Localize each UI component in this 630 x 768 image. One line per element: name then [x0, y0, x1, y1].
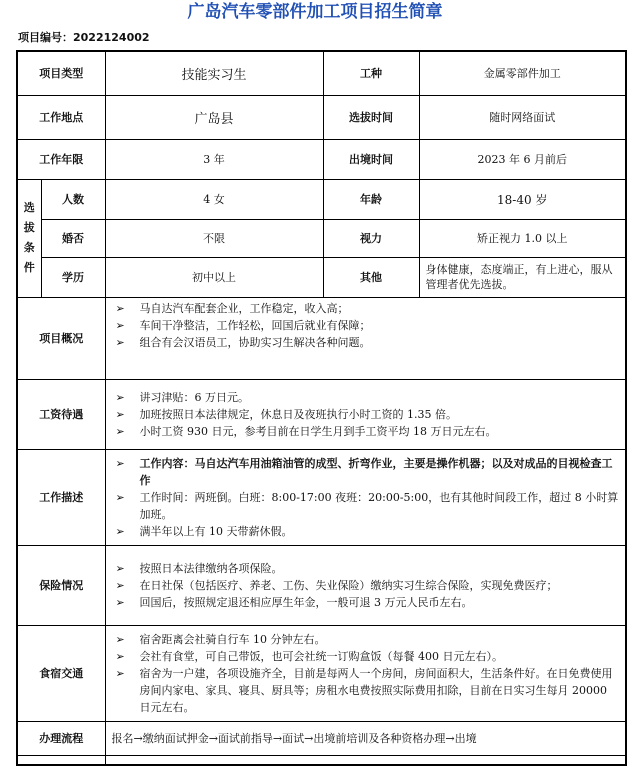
arrow-bullet-icon: ➢	[115, 524, 125, 538]
list-item: ➢ 在日社保（包括医疗、养老、工伤、失业保险）缴纳实习生综合保险，实现免费医疗；	[115, 578, 558, 592]
count-label: 人数	[41, 179, 105, 219]
age-label: 年龄	[323, 179, 419, 219]
depart-label: 出境时间	[323, 139, 419, 179]
location-value: 广岛县	[105, 95, 323, 139]
table-row	[17, 139, 626, 179]
other-label: 其他	[323, 257, 419, 297]
table-row	[17, 257, 626, 297]
arrow-bullet-icon: ➢	[115, 649, 125, 663]
housing-label: 食宿交通	[17, 625, 105, 721]
table-row	[17, 449, 626, 545]
list-item: ➢ 车间干净整洁，工作轻松，回国后就业有保障；	[115, 318, 371, 332]
process-value: 报名→缴纳面试押金→面试前指导→面试→出境前培训及各种资格办理→出境	[105, 721, 626, 755]
arrow-bullet-icon: ➢	[115, 407, 125, 421]
empty-cell	[17, 755, 105, 765]
years-label: 工作年限	[17, 139, 105, 179]
list-item: ➢ 加班按照日本法律规定，休息日及夜班执行小时工资的 1.35 倍。	[115, 407, 457, 421]
list-item: ➢ 按照日本法律缴纳各项保险。	[115, 561, 283, 575]
marriage-label: 婚否	[41, 219, 105, 257]
table-row	[17, 219, 626, 257]
education-value: 初中以上	[105, 257, 323, 297]
list-item: ➢ 宿舍距离会社骑自行车 10 分钟左右。	[115, 632, 326, 646]
table-row	[17, 95, 626, 139]
marriage-value: 不限	[105, 219, 323, 257]
type-value: 技能实习生	[105, 51, 323, 95]
overview-content	[105, 297, 626, 379]
list-item: ➢ 满半年以上有 10 天带薪休假。	[115, 524, 293, 538]
list-item: ➢ 组合有会汉语员工，协助实习生解决各种问题。	[115, 335, 371, 349]
arrow-bullet-icon: ➢	[115, 666, 125, 680]
list-item: ➢ 马自达汽车配套企业，工作稳定，收入高；	[115, 301, 349, 315]
table-row	[17, 179, 626, 219]
vision-value: 矫正视力 1.0 以上	[419, 219, 626, 257]
type-label: 项目类型	[17, 51, 105, 95]
depart-value: 2023 年 6 月前后	[419, 139, 626, 179]
job-value: 金属零部件加工	[419, 51, 626, 95]
arrow-bullet-icon: ➢	[115, 456, 125, 470]
arrow-bullet-icon: ➢	[115, 301, 125, 315]
select-time-value: 随时网络面试	[419, 95, 626, 139]
arrow-bullet-icon: ➢	[115, 561, 125, 575]
table-row	[17, 379, 626, 449]
list-item: ➢ 工作时间：两班倒。白班：8:00-17:00 夜班：20:00-5:00，也有其他时间段工作，超过 8 小时算加班。	[115, 490, 619, 521]
other-value: 身体健康，态度端正，有上进心，服从管理者优先选拔。	[419, 257, 626, 297]
work-content	[105, 449, 626, 545]
housing-content	[105, 625, 626, 721]
arrow-bullet-icon: ➢	[115, 578, 125, 592]
arrow-bullet-icon: ➢	[115, 632, 125, 646]
list-item: ➢ 小时工资 930 日元，参考目前在日学生月到手工资平均 18 万日元左右。	[115, 424, 497, 438]
select-time-label: 选拔时间	[323, 95, 419, 139]
location-label: 工作地点	[17, 95, 105, 139]
job-label: 工种	[323, 51, 419, 95]
selection-group-label: 选 拔 条 件	[17, 179, 41, 297]
list-item: ➢ 回国后，按照规定退还相应厚生年金，一般可退 3 万元人民币左右。	[115, 595, 473, 609]
process-label: 办理流程	[17, 721, 105, 755]
empty-cell	[105, 755, 626, 765]
table-row	[17, 545, 626, 625]
table-row	[17, 51, 626, 95]
list-item: ➢ 讲习津贴：6 万日元。	[115, 390, 249, 404]
salary-label: 工资待遇	[17, 379, 105, 449]
count-value: 4 女	[105, 179, 323, 219]
overview-label: 项目概况	[17, 297, 105, 379]
years-value: 3 年	[105, 139, 323, 179]
arrow-bullet-icon: ➢	[115, 595, 125, 609]
table-row	[17, 297, 626, 379]
list-item: ➢ 宿舍为一户建，各项设施齐全，目前是每两人一个房间，房间面积大，生活条件好。在日免费使用房间内家电、家具、寝具、厨具等；房租水电费按照实际费用扣除，目前在日实习生每月 20000 日元左右。	[115, 666, 613, 714]
arrow-bullet-icon: ➢	[115, 390, 125, 404]
table-row	[17, 625, 626, 721]
arrow-bullet-icon: ➢	[115, 318, 125, 332]
project-number: 项目编号：2022124002	[18, 31, 150, 44]
salary-content	[105, 379, 626, 449]
list-item: ➢ 会社有食堂，可自己带饭，也可会社统一订购盒饭（每餐 400 日元左右）。	[115, 649, 503, 663]
arrow-bullet-icon: ➢	[115, 335, 125, 349]
education-label: 学历	[41, 257, 105, 297]
arrow-bullet-icon: ➢	[115, 424, 125, 438]
page-title: 广岛汽车零部件加工项目招生简章	[187, 2, 443, 22]
insurance-content	[105, 545, 626, 625]
work-label: 工作描述	[17, 449, 105, 545]
list-item: ➢ 工作内容：马自达汽车用油箱油管的成型、折弯作业，主要是操作机器；以及对成品的目视检查工作	[115, 456, 613, 487]
age-value: 18-40 岁	[419, 179, 626, 219]
vision-label: 视力	[323, 219, 419, 257]
table-row	[17, 721, 626, 755]
arrow-bullet-icon: ➢	[115, 490, 125, 504]
recruitment-table	[16, 50, 627, 766]
insurance-label: 保险情况	[17, 545, 105, 625]
table-row	[17, 755, 626, 765]
